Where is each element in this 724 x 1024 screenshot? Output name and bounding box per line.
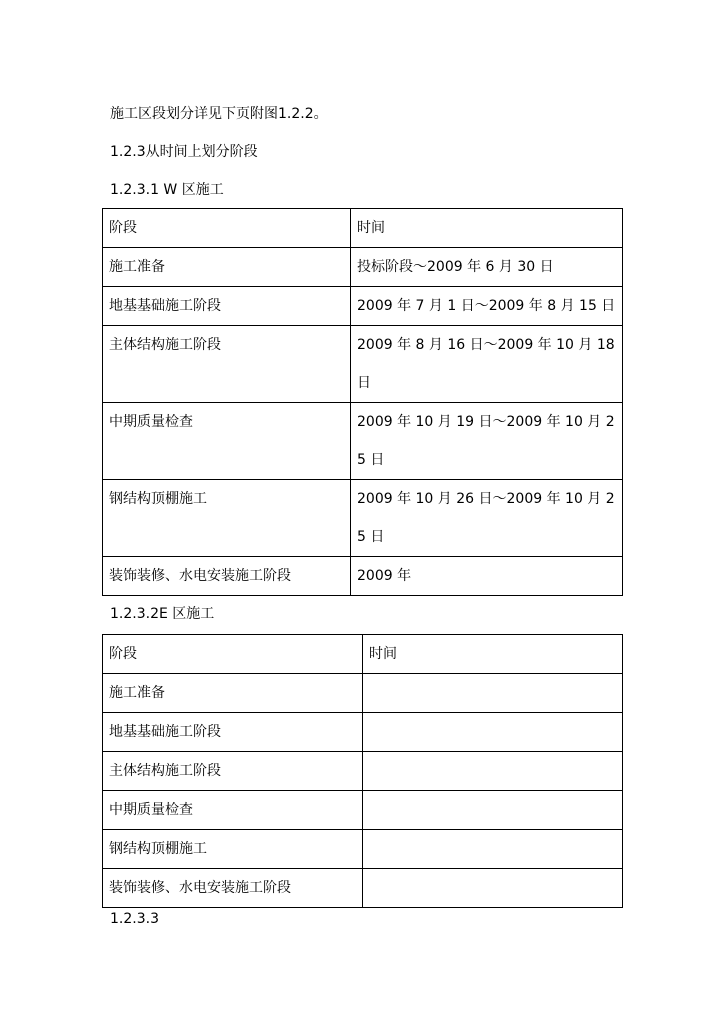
time-cell: [363, 674, 623, 713]
e-zone-schedule-table: [102, 634, 623, 908]
phase-cell: 装饰装修、水电安装施工阶段: [103, 557, 351, 596]
table-row: [103, 557, 623, 596]
phase-cell: 主体结构施工阶段: [103, 326, 351, 403]
time-cell: 2009 年: [351, 557, 623, 596]
next-section-heading: 1.2.3.3: [110, 911, 159, 927]
time-cell: 2009 年 8 月 16 日～2009 年 10 月 18 日: [351, 326, 623, 403]
time-cell: 2009 年 7 月 1 日～2009 年 8 月 15 日: [351, 287, 623, 326]
table-header-row: [103, 209, 623, 248]
phase-cell: 中期质量检查: [103, 791, 363, 830]
time-cell: [363, 752, 623, 791]
phase-cell: 中期质量检查: [103, 403, 351, 480]
table-row: [103, 403, 623, 480]
table-row: [103, 480, 623, 557]
phase-cell: 钢结构顶棚施工: [103, 480, 351, 557]
time-cell: 2009 年 10 月 19 日～2009 年 10 月 25 日: [351, 403, 623, 480]
table-row: [103, 713, 623, 752]
table-row: [103, 326, 623, 403]
table-row: [103, 830, 623, 869]
e-zone-table-body: [103, 635, 623, 908]
table-row: [103, 791, 623, 830]
time-cell: 时间: [363, 635, 623, 674]
phase-cell: 地基基础施工阶段: [103, 287, 351, 326]
phase-cell: 钢结构顶棚施工: [103, 830, 363, 869]
table-row: [103, 287, 623, 326]
time-cell: 投标阶段～2009 年 6 月 30 日: [351, 248, 623, 287]
phase-cell: 地基基础施工阶段: [103, 713, 363, 752]
time-cell: [363, 713, 623, 752]
e-zone-heading: 1.2.3.2E 区施工: [110, 606, 215, 622]
phase-cell: 施工准备: [103, 674, 363, 713]
section-heading: 1.2.3从时间上划分阶段: [110, 144, 258, 160]
phase-cell: 主体结构施工阶段: [103, 752, 363, 791]
phase-cell: 装饰装修、水电安装施工阶段: [103, 869, 363, 908]
time-cell: [363, 791, 623, 830]
time-cell: 时间: [351, 209, 623, 248]
w-zone-schedule-table: [102, 208, 623, 596]
table-row: [103, 674, 623, 713]
time-cell: [363, 830, 623, 869]
table-header-row: [103, 635, 623, 674]
w-zone-heading: 1.2.3.1 W 区施工: [110, 182, 224, 198]
w-zone-table-body: [103, 209, 623, 596]
phase-cell: 阶段: [103, 209, 351, 248]
time-cell: 2009 年 10 月 26 日～2009 年 10 月 25 日: [351, 480, 623, 557]
phase-cell: 施工准备: [103, 248, 351, 287]
table-row: [103, 869, 623, 908]
table-row: [103, 752, 623, 791]
table-row: [103, 248, 623, 287]
phase-cell: 阶段: [103, 635, 363, 674]
time-cell: [363, 869, 623, 908]
intro-text: 施工区段划分详见下页附图1.2.2。: [110, 106, 328, 122]
